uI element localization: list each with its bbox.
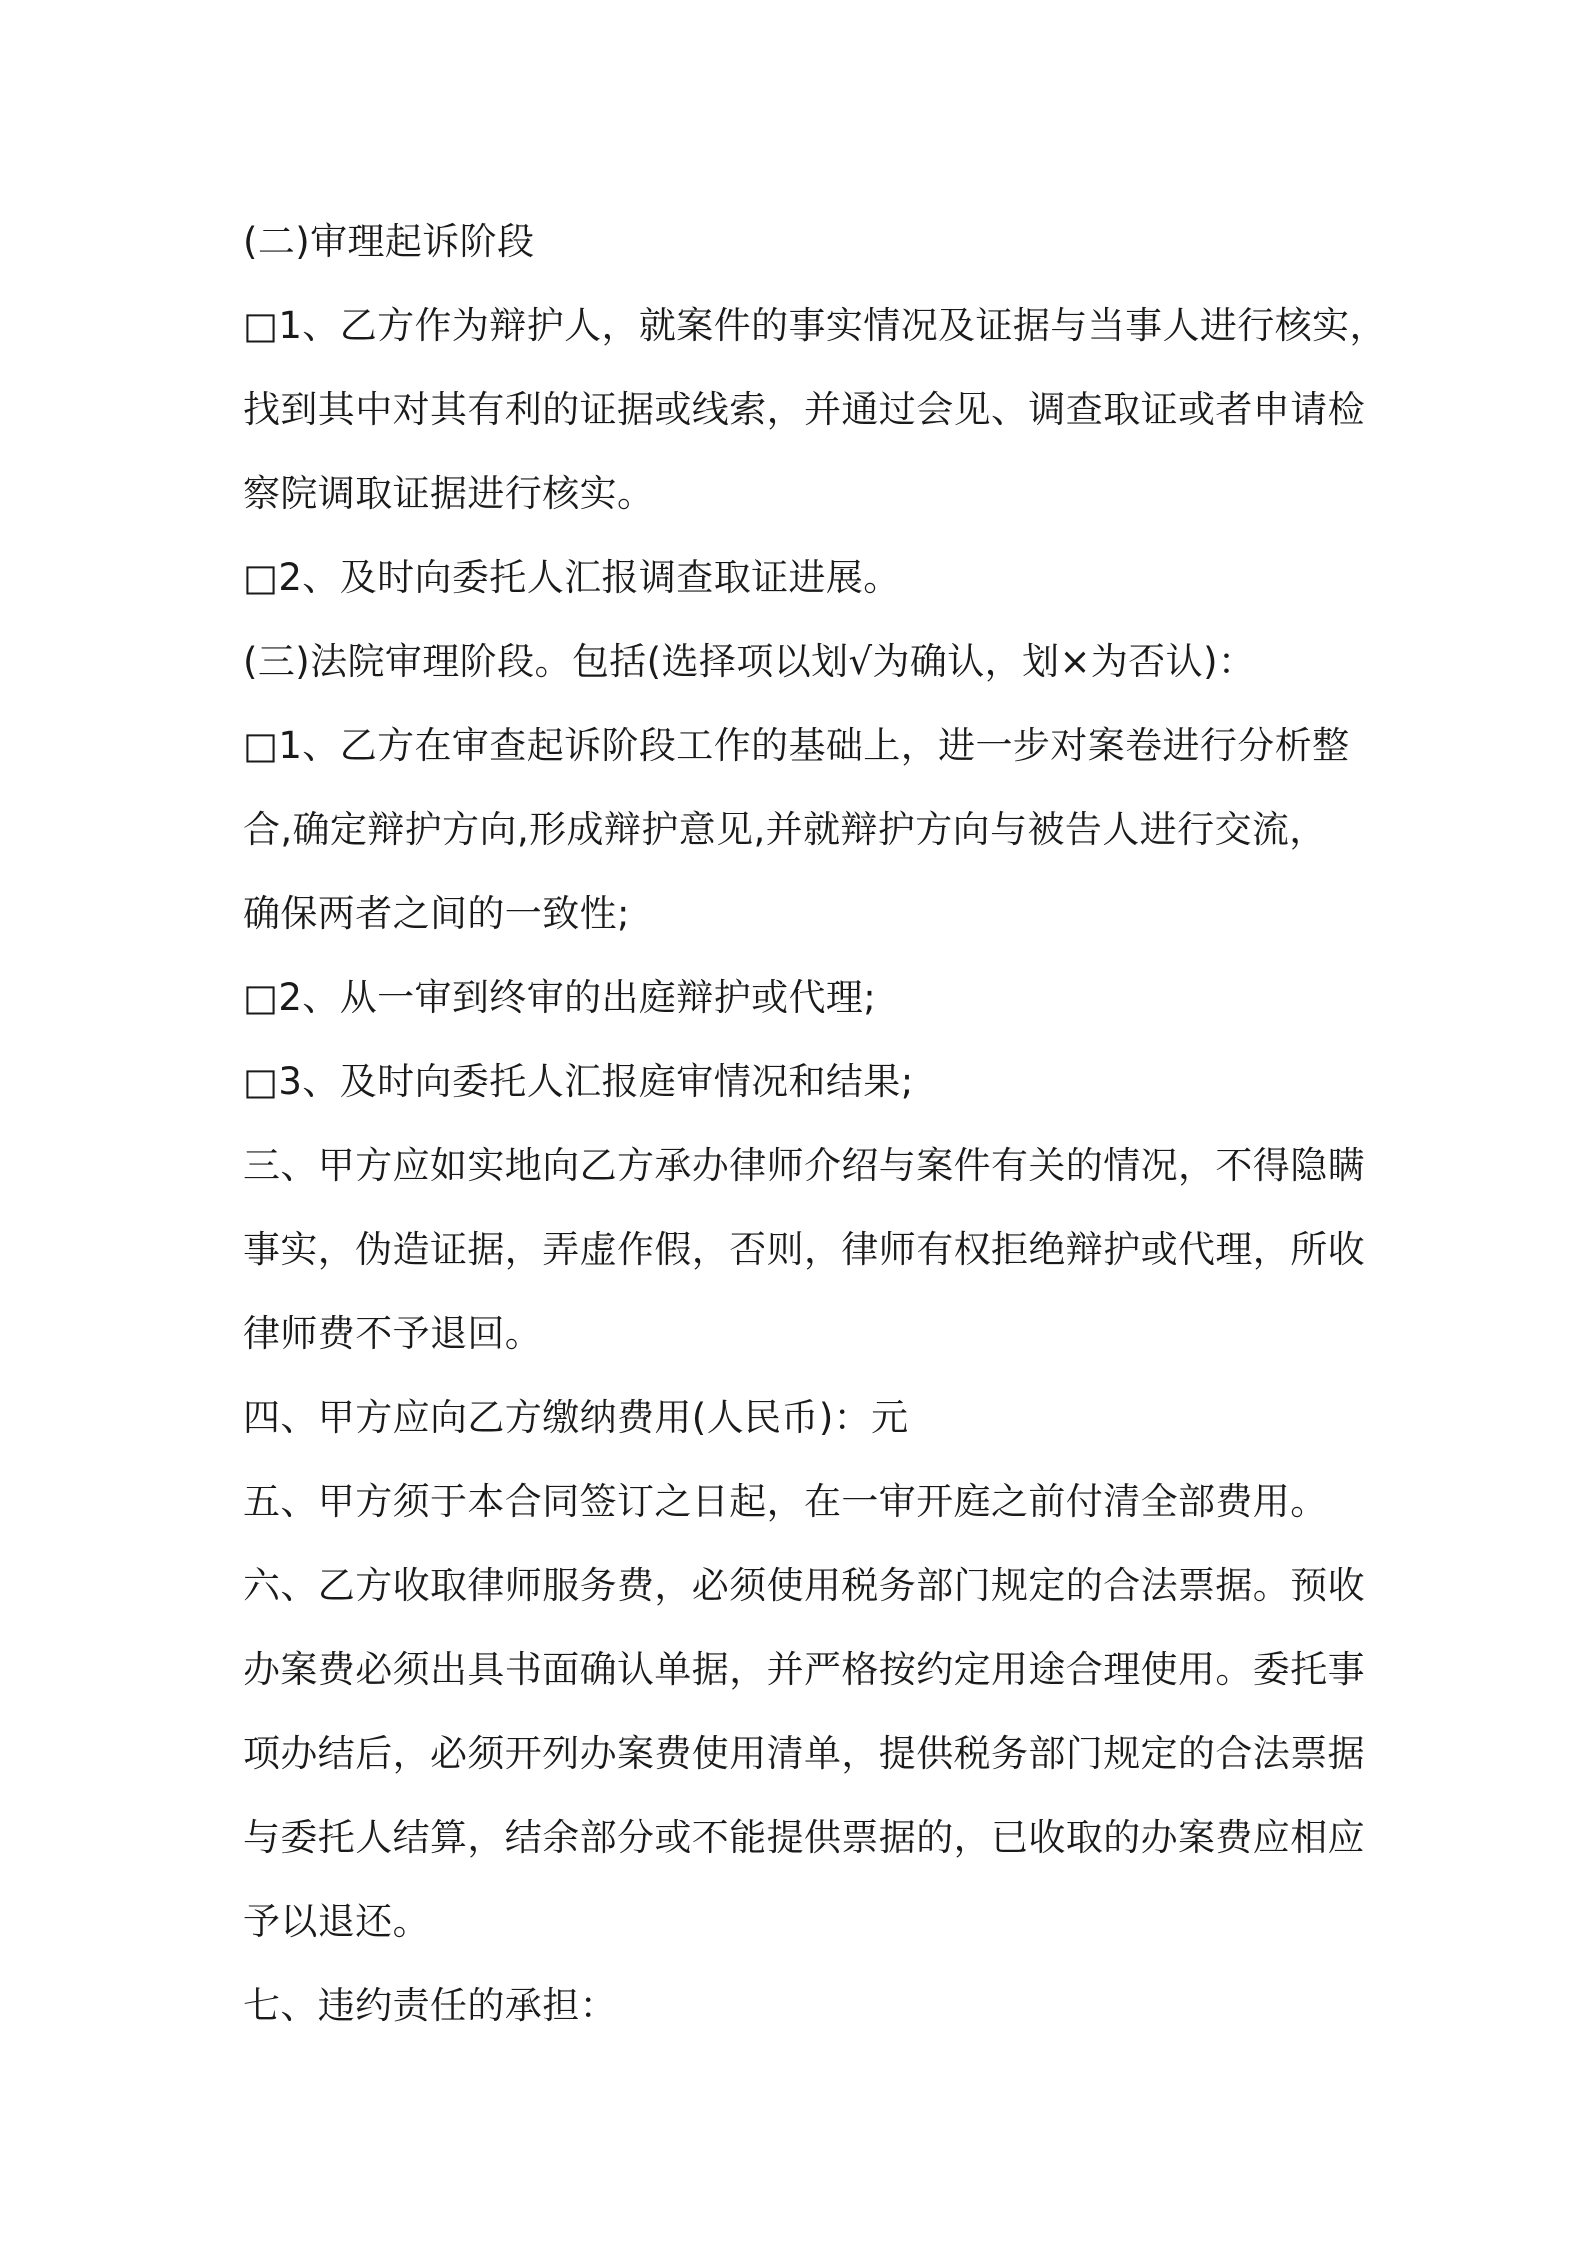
paragraph-line: 找到其中对其有利的证据或线索，并通过会见、调查取证或者申请检 <box>243 388 1365 431</box>
paragraph-line: 项办结后，必须开列办案费使用清单，提供税务部门规定的合法票据 <box>243 1732 1365 1775</box>
document-body <box>243 200 1387 2048</box>
paragraph-line: 五、甲方须于本合同签订之日起，在一审开庭之前付清全部费用。 <box>243 1480 1328 1523</box>
section-heading: (三)法院审理阶段。包括(选择项以划√为确认，划×为否认)： <box>243 640 1256 683</box>
section-heading: 七、违约责任的承担： <box>243 1984 617 2027</box>
paragraph-line: □2、从一审到终审的出庭辩护或代理; <box>243 976 877 1019</box>
paragraph-line: 予以退还。 <box>243 1900 430 1943</box>
section-heading: (二)审理起诉阶段 <box>243 220 535 263</box>
paragraph-line: □1、乙方在审查起诉阶段工作的基础上，进一步对案卷进行分析整 <box>243 724 1350 767</box>
paragraph-line: 事实，伪造证据，弄虚作假，否则，律师有权拒绝辩护或代理，所收 <box>243 1228 1365 1271</box>
paragraph-line: 律师费不予退回。 <box>243 1312 543 1355</box>
paragraph-line: □2、及时向委托人汇报调查取证进展。 <box>243 556 901 599</box>
paragraph-line: 与委托人结算，结余部分或不能提供票据的，已收取的办案费应相应 <box>243 1816 1365 1859</box>
paragraph-line: 察院调取证据进行核实。 <box>243 472 655 515</box>
paragraph-line: 办案费必须出具书面确认单据，并严格按约定用途合理使用。委托事 <box>243 1648 1365 1691</box>
paragraph-line: □3、及时向委托人汇报庭审情况和结果; <box>243 1060 914 1103</box>
paragraph-line: □1、乙方作为辩护人，就案件的事实情况及证据与当事人进行核实， <box>243 304 1387 347</box>
paragraph-line: 合,确定辩护方向,形成辩护意见,并就辩护方向与被告人进行交流， <box>243 808 1327 851</box>
paragraph-line: 六、乙方收取律师服务费，必须使用税务部门规定的合法票据。预收 <box>243 1564 1365 1607</box>
paragraph-line: 三、甲方应如实地向乙方承办律师介绍与案件有关的情况，不得隐瞒 <box>243 1144 1365 1187</box>
paragraph-line: 确保两者之间的一致性; <box>243 892 630 935</box>
paragraph-line: 四、甲方应向乙方缴纳费用(人民币)：元 <box>243 1396 909 1439</box>
